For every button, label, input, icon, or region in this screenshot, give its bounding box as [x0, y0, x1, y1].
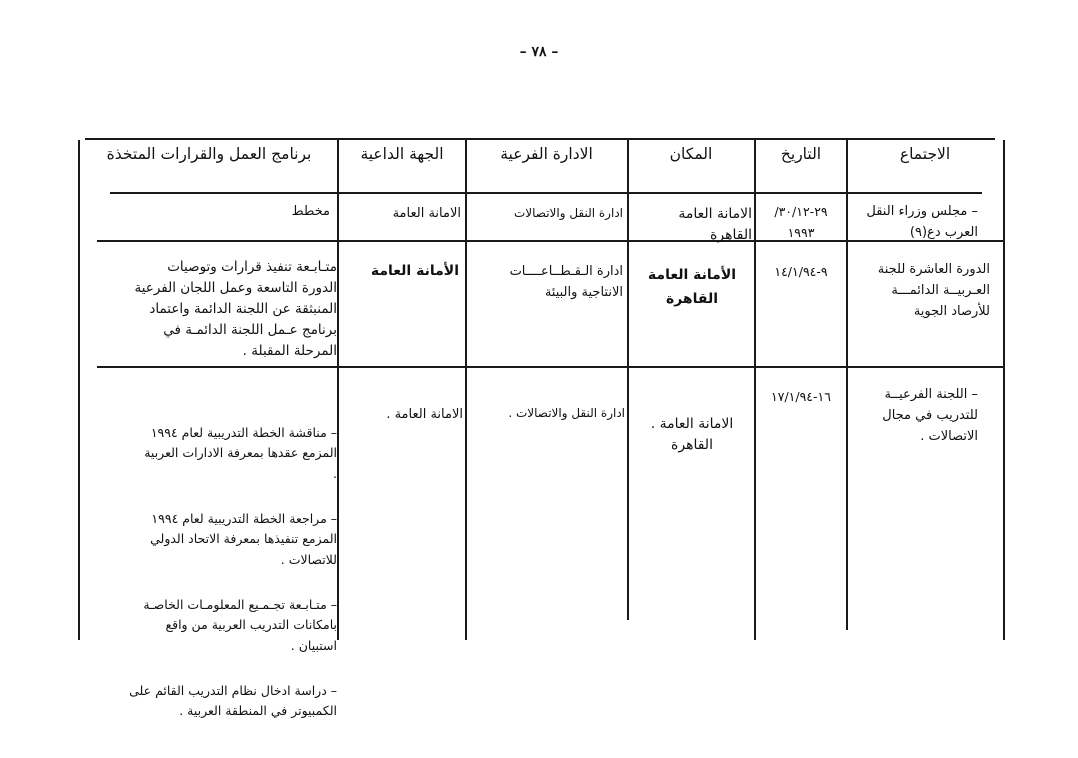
header-rule: [110, 192, 982, 194]
row1-date: ٢٩-٣٠/١٢/ ١٩٩٣: [774, 204, 828, 240]
table-top-rule: [85, 138, 995, 140]
table-border-right: [1003, 140, 1005, 640]
header-work-program: برنامج العمل والقرارات المتخذة: [106, 145, 312, 163]
row-rule: [97, 366, 1004, 368]
header-place: المكان: [669, 145, 713, 163]
row3-place: الامانة العامة . القاهرة: [650, 416, 734, 453]
header-meeting: الاجتماع: [899, 145, 951, 163]
column-divider: [465, 140, 467, 640]
table-border-left: [78, 140, 80, 640]
row1-meeting: – مجلس وزراء النقل العرب دع(٩): [866, 204, 978, 240]
row3-inviting-party: الامانة العامة .: [386, 407, 463, 422]
header-inviting-party: الجهة الداعية: [360, 145, 444, 163]
column-divider: [846, 140, 848, 630]
column-divider: [627, 140, 629, 620]
work-program-item: – مراجعة الخطة التدريبية لعام ١٩٩٤ المزمع تنفيذها بمعرفة الاتحاد الدولي للاتصالات .: [150, 510, 337, 567]
page-number: – ٧٨ –: [519, 44, 559, 60]
row1-inviting-party: الامانة العامة: [392, 206, 461, 221]
row3-work-program: [92, 402, 337, 746]
column-divider: [754, 140, 756, 640]
header-date: التاريخ: [780, 145, 822, 163]
row1-subsidiary-department: ادارة النقل والاتصالات: [513, 206, 623, 220]
work-program-item: – متـابـعة تجـمـيع المعلومـات الخاصـة بامكانات التدريب العربية من واقع استبيان .: [143, 596, 337, 653]
row2-work-program: متـابـعة تنفيذ قرارات وتوصيات الدورة التاسعة وعمل اللجان الفرعية المنبثقة عن اللجنة الدائمة واعتماد برنامج عـمل اللجنة الدائمـة في المرحلة المقبلة .: [134, 259, 337, 359]
row2-meeting: الدورة العاشرة للجنة العـربيــة الدائمـــة للأرصاد الجوية: [877, 262, 990, 319]
column-divider: [337, 140, 339, 640]
row3-meeting: – اللجنة الفرعيــة للتدريب في مجال الاتصالات .: [882, 387, 978, 444]
work-program-item: – مناقشة الخطة التدريبية لعام ١٩٩٤ المزمع عقدها بمعرفة الادارات العربية .: [144, 424, 337, 481]
work-program-item: – دراسة ادخال نظام التدريب القائم على الكمبيوتر في المنطقة العربية .: [129, 682, 337, 718]
row2-place: الأمانة العامة القاهرة: [647, 267, 737, 307]
row2-inviting-party: الأمانة العامة: [370, 263, 459, 279]
row1-place: الامانة العامة القاهرة: [678, 206, 752, 243]
row3-date: ١٦-١٧/١/٩٤: [771, 389, 831, 404]
row2-subsidiary-department: ادارة الـقـطــاعــــات الانتاجية والبيئة: [509, 264, 623, 300]
row2-date: ٩-١٤/١/٩٤: [774, 264, 828, 279]
header-subsidiary-department: الادارة الفرعية: [500, 145, 593, 163]
row3-subsidiary-department: ادارة النقل والاتصالات .: [508, 406, 625, 420]
row1-work-program: مخطط: [291, 204, 330, 219]
